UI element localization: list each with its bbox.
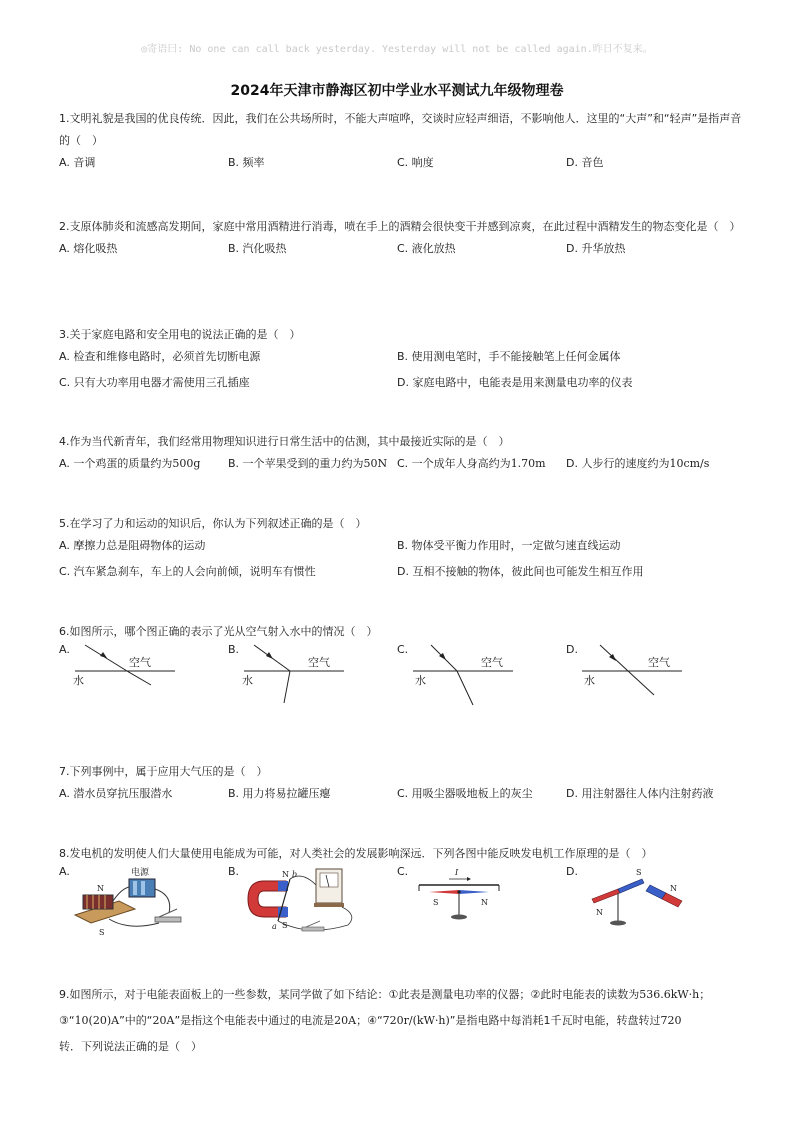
option-b[interactable]: B. 汽化吸热 — [228, 242, 287, 255]
question-9-line-2 — [59, 1010, 744, 1032]
north-label: N — [481, 898, 488, 907]
question-6-stem: 6.如图所示，哪个图正确的表示了光从空气射入水中的情况（ ） — [59, 625, 378, 638]
refraction-diagram-a — [71, 643, 181, 713]
question-6-diagrams — [59, 643, 744, 713]
north-label: N — [596, 908, 603, 917]
option-c[interactable]: C. 只有大功率用电器才需使用三孔插座 — [59, 376, 250, 389]
question-3-options-row-2 — [59, 372, 744, 394]
refraction-diagram-b — [240, 643, 350, 713]
option-c[interactable]: C. 用吸尘器吸地板上的灰尘 — [397, 787, 533, 800]
question-2-stem: 2.支原体肺炎和流感高发期间，家庭中常用酒精进行消毒，喷在手上的酒精会很快变干并感到凉爽，在此过程中酒精发生的物态变化是（ ） — [59, 220, 741, 233]
question-5 — [59, 513, 744, 583]
power-source-label: 电源 — [131, 868, 150, 878]
south-label: S — [433, 898, 439, 907]
option-b[interactable]: B. 用力将易拉罐压瘪 — [228, 787, 331, 800]
south-label: S — [636, 868, 642, 877]
q9-line2-text-d: ；④“ — [356, 1014, 383, 1027]
option-b-label: B. — [228, 865, 240, 878]
option-b-text: B. 一个苹果受到的重力约为 — [228, 457, 364, 470]
air-label: 空气 — [648, 656, 670, 669]
refraction-diagram-d — [578, 643, 688, 713]
water-label: 水 — [415, 674, 426, 687]
electromagnet-circuit-diagram — [69, 865, 199, 937]
air-label: 空气 — [129, 656, 151, 669]
option-b[interactable]: B. 使用测电笔时，手不能接触笔上任何金属体 — [397, 350, 621, 363]
point-a-label: a — [272, 922, 277, 931]
option-c[interactable]: C. 液化放热 — [397, 242, 456, 255]
q9-revolutions: 720 — [660, 1014, 682, 1027]
option-d-value: 10cm/s — [669, 457, 710, 470]
question-6 — [59, 621, 744, 713]
magnet-interaction-diagram — [576, 865, 706, 937]
option-d-text: D. 人步行的速度约为 — [566, 457, 670, 470]
option-c-text: C. 一个成年人身高约为 — [397, 457, 511, 470]
north-label: N — [282, 870, 289, 879]
option-b[interactable] — [228, 453, 387, 475]
air-label: 空气 — [308, 656, 330, 669]
q9-rated-current: 10(20)A — [74, 1014, 120, 1027]
q9-meter-constant: 720r/(kW·h) — [382, 1014, 450, 1027]
question-5-options-row-1 — [59, 535, 744, 557]
question-2 — [59, 216, 744, 260]
q9-line1-text: 9.如图所示，对于电能表面板上的一些参数，某同学做了如下结论：①此表是测量电功率的仪器；②此时电能表的读数为 — [59, 988, 640, 1001]
water-label: 水 — [242, 674, 253, 687]
question-4-options — [59, 453, 744, 475]
horseshoe-magnet-galvanometer-diagram — [238, 865, 368, 937]
option-d[interactable]: D. 音色 — [566, 156, 604, 169]
option-d-label: D. — [566, 643, 578, 656]
option-a-value: 500g — [172, 457, 201, 470]
question-8 — [59, 843, 744, 935]
q9-reading-value: 536.6kW·h； — [639, 988, 711, 1001]
q9-line2-text-b: ”中的“ — [119, 1014, 153, 1027]
question-8-stem: 8.发电机的发明使人们大量使用电能成为可能，对人类社会的发展影响深远．下列各图中能反映发电机工作原理的是（ ） — [59, 847, 653, 860]
question-1-options — [59, 152, 744, 174]
option-d[interactable] — [566, 453, 709, 475]
option-c-value: 1.70m — [510, 457, 546, 470]
question-7-stem: 7.下列事例中，属于应用大气压的是（ ） — [59, 765, 268, 778]
q9-max-current: 20A — [152, 1014, 175, 1027]
option-c[interactable]: C. 汽车紧急刹车，车上的人会向前倾，说明车有惯性 — [59, 565, 316, 578]
option-a[interactable]: A. 潜水员穿抗压服潜水 — [59, 787, 173, 800]
question-9 — [59, 984, 744, 1058]
north-label-2: N — [670, 884, 677, 893]
question-5-stem: 5.在学习了力和运动的知识后，你认为下列叙述正确的是（ ） — [59, 517, 367, 530]
option-d[interactable]: D. 互相不接触的物体，彼此间也可能发生相互作用 — [397, 565, 644, 578]
point-b-label: b — [292, 870, 298, 879]
option-d-label: D. — [566, 865, 578, 878]
option-a[interactable]: A. 检查和维修电路时，必须首先切断电源 — [59, 350, 261, 363]
q9-line2-text-c: ”是指这个电能表中通过的电流是 — [174, 1014, 335, 1027]
current-label: I — [455, 868, 459, 877]
question-7-options — [59, 783, 744, 805]
option-a-label: A. — [59, 643, 70, 656]
question-8-diagrams — [59, 865, 744, 935]
option-c-label: C. — [397, 643, 409, 656]
option-b-value: 50N — [363, 457, 388, 470]
question-4 — [59, 431, 744, 475]
option-a[interactable] — [59, 453, 200, 475]
option-b-label: B. — [228, 643, 240, 656]
question-7 — [59, 761, 744, 805]
water-label: 水 — [73, 674, 84, 687]
air-label: 空气 — [481, 656, 503, 669]
q9-line2-text-e: ”是指电路中每消耗1千瓦时电能，转盘转过 — [449, 1014, 661, 1027]
option-a-text: A. 一个鸡蛋的质量约为 — [59, 457, 173, 470]
option-b[interactable]: B. 物体受平衡力作用时，一定做匀速直线运动 — [397, 539, 621, 552]
question-2-options — [59, 238, 744, 260]
question-1 — [59, 108, 744, 174]
option-b[interactable]: B. 频率 — [228, 156, 265, 169]
question-4-stem: 4.作为当代新青年，我们经常用物理知识进行日常生活中的估测，其中最接近实际的是（ ） — [59, 435, 510, 448]
option-a-label: A. — [59, 865, 70, 878]
watermark: ◎寄语曰: No one can call back yesterday. Yesterday will not be called again.昨日不复来。 — [141, 44, 653, 55]
south-label: S — [282, 921, 288, 930]
question-3-stem: 3.关于家庭电路和安全用电的说法正确的是（ ） — [59, 328, 301, 341]
question-9-line-3: 转．下列说法正确的是（ ） — [59, 1040, 202, 1053]
option-d[interactable]: D. 家庭电路中，电能表是用来测量电功率的仪表 — [397, 376, 633, 389]
q9-current-value: 20A — [334, 1014, 357, 1027]
question-5-options-row-2 — [59, 561, 744, 583]
question-9-line-1 — [59, 984, 744, 1006]
page-title: 2024年天津市静海区初中学业水平测试九年级物理卷 — [230, 83, 564, 99]
question-1-stem: 1.文明礼貌是我国的优良传统．因此，我们在公共场所时，不能大声喧哗，交谈时应轻声细语，不影响他人．这里的“大声”和“轻声”是指声音的（ ） — [59, 112, 742, 147]
south-label: S — [99, 928, 105, 937]
oersted-experiment-diagram — [407, 865, 537, 937]
q9-line2-text-a: ③“ — [59, 1014, 75, 1027]
water-label: 水 — [584, 674, 595, 687]
option-c[interactable] — [397, 453, 546, 475]
refraction-diagram-c — [409, 643, 519, 713]
option-c-label: C. — [397, 865, 409, 878]
option-a[interactable]: A. 音调 — [59, 156, 96, 169]
option-d[interactable]: D. 升华放热 — [566, 242, 626, 255]
option-a[interactable]: A. 摩擦力总是阻碍物体的运动 — [59, 539, 206, 552]
option-c[interactable]: C. 响度 — [397, 156, 434, 169]
question-3 — [59, 324, 744, 394]
option-a[interactable]: A. 熔化吸热 — [59, 242, 118, 255]
north-label: N — [97, 884, 104, 893]
question-3-options-row-1 — [59, 346, 744, 368]
option-d[interactable]: D. 用注射器往人体内注射药液 — [566, 787, 714, 800]
